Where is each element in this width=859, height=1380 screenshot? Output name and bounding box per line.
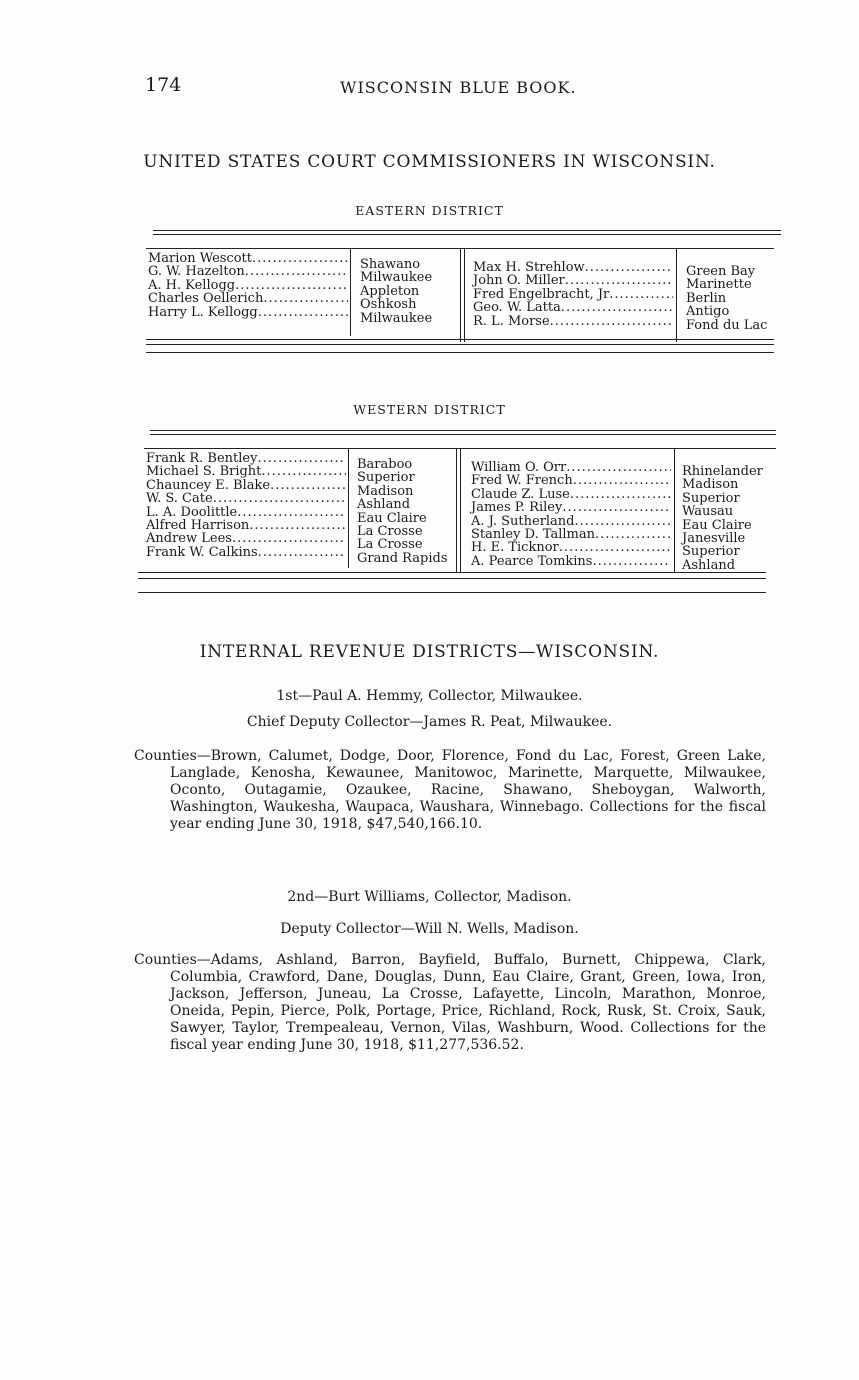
dot-leader <box>566 461 671 474</box>
table-rule-top <box>150 430 776 431</box>
second-district-deputy: Deputy Collector—Will N. Wells, Madison. <box>280 921 579 937</box>
commissioner-city: Fond du Lac <box>686 317 768 333</box>
western-names-right <box>471 461 671 568</box>
commissioner-city: Superior <box>682 490 740 506</box>
commissioner-city: Milwaukee <box>360 270 433 286</box>
commissioner-city: Antigo <box>686 304 730 320</box>
dot-leader <box>559 541 671 554</box>
eastern-cities-right <box>686 265 767 332</box>
dot-leader <box>258 546 346 559</box>
commissioner-name: John O. Miller ..... <box>473 274 673 287</box>
dot-leader <box>270 479 346 492</box>
commissioner-name: Frank R. Bentley ..... <box>146 452 346 465</box>
dot-leader <box>585 261 673 274</box>
column-divider <box>464 248 465 342</box>
commissioner-name: Frank W. Calkins ..... <box>146 546 346 559</box>
dot-leader <box>258 306 348 319</box>
commissioner-name: Fred W. French ..... <box>471 474 671 487</box>
dot-leader <box>575 515 671 528</box>
dot-leader <box>245 265 348 278</box>
commissioner-name: Max H. Strehlow ..... <box>473 261 673 274</box>
column-divider <box>676 248 677 342</box>
first-district-counties: Counties—Brown, Calumet, Dodge, Door, Florence, Fond du Lac, Forest, Green Lake, Langlade, Kenosha, Kewaunee, Manitowoc, Marinette, Marquette, Milwaukee, Oconto, Outagamie, Ozaukee, Racine, Shawano, Sheboygan, Walworth, Washington, Waukesha, Waupaca, Waushara, Winnebago. Collections for the fiscal year ending June 30, 1918, $47,540,166.10. <box>134 748 766 832</box>
table-rule-top <box>150 434 776 435</box>
commissioner-city: Ashland <box>357 497 411 513</box>
table-rule-bottom <box>146 352 774 353</box>
court-commissioners-title: UNITED STATES COURT COMMISSIONERS IN WISCONSIN. <box>143 152 716 172</box>
dot-leader <box>592 555 671 568</box>
dot-leader <box>561 301 673 314</box>
commissioner-name: G. W. Hazelton ..... <box>148 265 348 278</box>
commissioner-name: L. A. Doolittle ..... <box>146 506 346 519</box>
commissioner-name: Claude Z. Luse ..... <box>471 488 671 501</box>
eastern-cities-left <box>360 258 432 325</box>
table-rule-bottom <box>138 592 766 593</box>
commissioner-city: Eau Claire <box>357 510 427 526</box>
column-divider <box>348 448 349 568</box>
eastern-names-left <box>148 252 348 319</box>
commissioner-city: Rhinelander <box>682 464 763 479</box>
commissioner-name: R. L. Morse ..... <box>473 315 673 328</box>
column-divider <box>350 248 351 336</box>
dot-leader <box>263 292 348 305</box>
commissioner-city: Shawano <box>360 257 421 272</box>
commissioner-name: Marion Wescott ..... <box>148 252 348 265</box>
column-divider <box>460 448 461 572</box>
table-rule-top <box>153 230 781 231</box>
commissioner-city: Marinette <box>686 277 752 293</box>
commissioner-city: Superior <box>357 470 415 486</box>
commissioner-name: W. S. Cate ..... <box>146 492 346 505</box>
dot-leader <box>550 315 673 328</box>
commissioner-name: Andrew Lees ..... <box>146 532 346 545</box>
second-district-counties: Counties—Adams, Ashland, Barron, Bayfield, Buffalo, Burnett, Chippewa, Clark, Columbia, Crawford, Dane, Douglas, Dunn, Eau Claire, Grant, Green, Iowa, Iron, Jackson, Jefferson, Juneau, La Crosse, Lafayette, Lincoln, Marathon, Monroe, Oneida, Pepin, Pierce, Polk, Portage, Price, Richland, Rock, Rusk, St. Croix, Sauk, Sawyer, Taylor, Trempealeau, Vernon, Vilas, Washburn, Wood. Collections for the fiscal year ending June 30, 1918, $11,277,536.52. <box>134 952 766 1053</box>
column-divider <box>456 448 457 572</box>
commissioner-city: Madison <box>682 477 739 493</box>
dot-leader <box>237 506 346 519</box>
eastern-district-title: EASTERN DISTRICT <box>355 203 504 218</box>
dot-leader <box>257 452 346 465</box>
commissioner-name: A. J. Sutherland ..... <box>471 515 671 528</box>
dot-leader <box>249 519 346 532</box>
commissioner-city: Ashland <box>682 557 736 573</box>
commissioner-city: Madison <box>357 483 414 499</box>
column-divider <box>460 248 461 342</box>
table-rule-top <box>153 234 781 235</box>
commissioner-city: Milwaukee <box>360 310 433 326</box>
commissioner-city: La Crosse <box>357 524 423 540</box>
running-head <box>145 74 765 98</box>
commissioner-name: James P. Riley ..... <box>471 501 671 514</box>
commissioner-city: Baraboo <box>357 457 413 472</box>
table-rule-bottom <box>146 339 774 340</box>
dot-leader <box>595 528 671 541</box>
commissioner-city: La Crosse <box>357 537 423 553</box>
western-cities-right <box>682 465 763 572</box>
commissioner-name: Harry L. Kellogg ..... <box>148 306 348 319</box>
commissioner-city: Grand Rapids <box>357 550 448 566</box>
table-rule-bottom <box>146 344 774 345</box>
western-names-left <box>146 452 346 559</box>
dot-leader <box>565 274 673 287</box>
page-number: 174 <box>145 74 182 96</box>
commissioner-name: A. H. Kellogg ..... <box>148 279 348 292</box>
first-district-deputy: Chief Deputy Collector—James R. Peat, Milwaukee. <box>246 714 613 730</box>
dot-leader <box>252 252 348 265</box>
table-rule-bottom <box>138 572 766 573</box>
western-district-title: WESTERN DISTRICT <box>353 402 506 417</box>
second-district-collector: 2nd—Burt Williams, Collector, Madison. <box>287 889 572 905</box>
commissioner-city: Oshkosh <box>360 297 417 313</box>
dot-leader <box>562 501 671 514</box>
commissioner-name: Chauncey E. Blake ..... <box>146 479 346 492</box>
table-rule-bottom <box>138 578 766 579</box>
dot-leader <box>609 288 673 301</box>
commissioner-city: Superior <box>682 544 740 560</box>
eastern-names-right <box>473 261 673 328</box>
commissioner-city: Janesville <box>682 531 746 547</box>
dot-leader <box>261 465 346 478</box>
dot-leader <box>213 492 346 505</box>
commissioner-name: Stanley D. Tallman ..... <box>471 528 671 541</box>
dot-leader <box>573 474 671 487</box>
column-divider <box>674 448 675 572</box>
first-district-collector: 1st—Paul A. Hemmy, Collector, Milwaukee. <box>276 688 583 704</box>
commissioner-name: H. E. Ticknor ..... <box>471 541 671 554</box>
commissioner-city: Green Bay <box>686 264 756 279</box>
internal-revenue-title: INTERNAL REVENUE DISTRICTS—WISCONSIN. <box>199 642 660 662</box>
commissioner-name: Alfred Harrison ..... <box>146 519 346 532</box>
commissioner-city: Berlin <box>686 290 727 306</box>
commissioner-name: Fred Engelbracht, Jr ..... <box>473 288 673 301</box>
book-title: WISCONSIN BLUE BOOK. <box>340 78 577 97</box>
commissioner-city: Eau Claire <box>682 517 752 533</box>
dot-leader <box>232 532 346 545</box>
commissioner-city: Appleton <box>360 283 420 299</box>
commissioner-city: Wausau <box>682 504 734 520</box>
commissioner-name: Michael S. Bright ..... <box>146 465 346 478</box>
commissioner-name: William O. Orr ..... <box>471 461 671 474</box>
commissioner-name: Charles Oellerich ..... <box>148 292 348 305</box>
commissioner-name: Geo. W. Latta ..... <box>473 301 673 314</box>
western-cities-left <box>357 458 448 565</box>
dot-leader <box>235 279 348 292</box>
commissioner-name: A. Pearce Tomkins ..... <box>471 555 671 568</box>
dot-leader <box>570 488 671 501</box>
